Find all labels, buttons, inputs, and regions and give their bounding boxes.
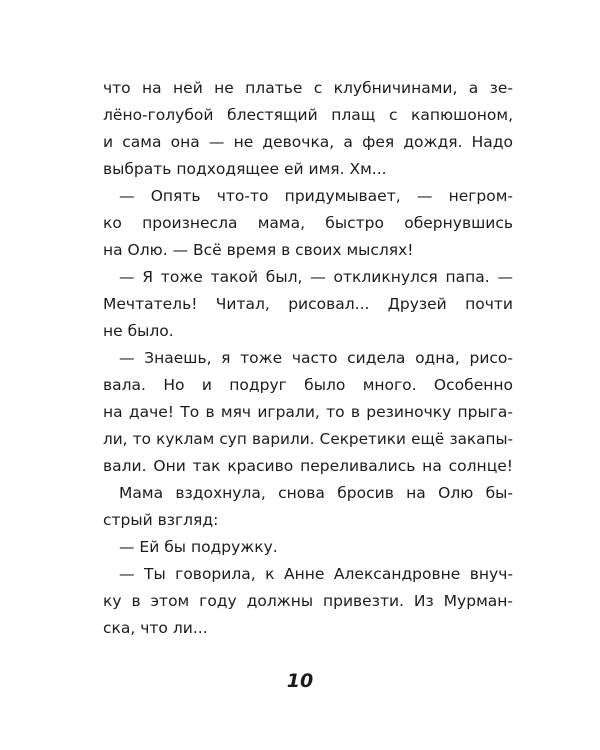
text-line: ко произнесла мама, быстро обернувшись	[103, 214, 513, 232]
page-number: 10	[286, 670, 314, 692]
text-line: выбрать подходящее ей имя. Хм...	[103, 160, 387, 178]
text-line: — Опять что-то придумывает, — негром-	[119, 187, 513, 205]
text-line: Мама вздохнула, снова бросив на Олю бы-	[119, 484, 513, 502]
text-line: — Ты говорила, к Анне Александровне внуч-	[119, 565, 513, 583]
text-line: вала. Но и подруг было много. Особенно	[103, 376, 513, 394]
text-line: — Знаешь, я тоже часто сидела одна, рисо-	[119, 349, 513, 367]
text-line: что на ней не платье с клубничинами, а зе-	[103, 79, 513, 97]
text-line: на даче! То в мяч играли, то в резиночку прыга-	[103, 403, 513, 421]
text-line: на Олю. — Всё время в своих мыслях!	[103, 241, 414, 259]
text-line: стрый взгляд:	[103, 511, 219, 529]
text-line: ска, что ли...	[103, 619, 208, 637]
text-line: — Я тоже такой был, — откликнулся папа. —	[119, 268, 513, 286]
text-line: не было.	[103, 322, 174, 340]
text-line: лёно-голубой блестящий плащ с капюшоном,	[103, 106, 513, 124]
text-line: вали. Они так красиво переливались на солнце!	[103, 457, 513, 475]
text-line: и сама она — не девочка, а фея дождя. Надо	[103, 133, 513, 151]
text-line: ли, то куклам суп варили. Секретики ещё закапы-	[103, 430, 513, 448]
text-line: Мечтатель! Читал, рисовал... Друзей почти	[103, 295, 513, 313]
text-line: — Ей бы подружку.	[119, 538, 278, 556]
text-line: ку в этом году должны привезти. Из Мурман-	[103, 592, 513, 610]
body-text	[103, 75, 513, 642]
